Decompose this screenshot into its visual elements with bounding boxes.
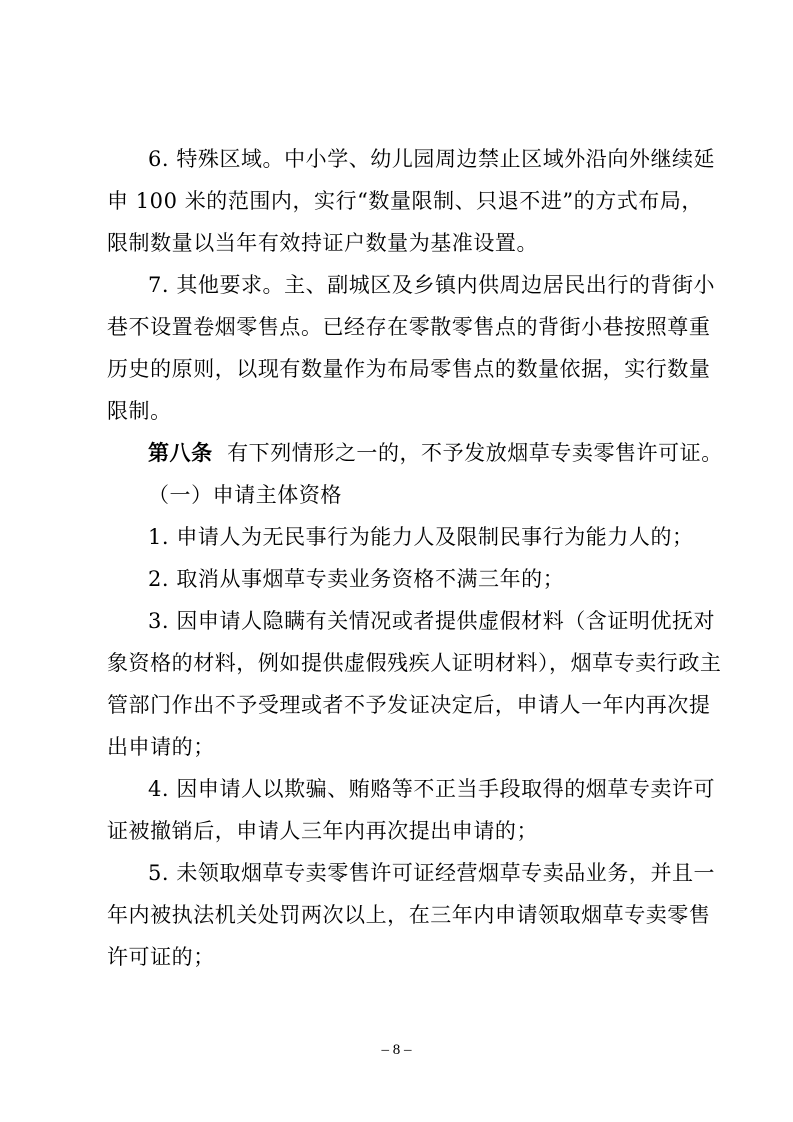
item-3-line-1: 3. 因申请人隐瞒有关情况或者提供虚假材料（含证明优抚对 — [148, 609, 716, 633]
item-5-line-3: 许可证的； — [107, 945, 215, 969]
article-8-line — [148, 434, 723, 472]
item-5-line-1: 5. 未领取烟草专卖零售许可证经营烟草专卖品业务，并且一 — [148, 861, 716, 885]
item-5-line-2: 年内被执法机关处罚两次以上，在三年内申请领取烟草专卖零售 — [107, 903, 711, 927]
page-number: – 8 – — [381, 1042, 412, 1058]
article-8-text: 有下列情形之一的，不予发放烟草专卖零售许可证。 — [227, 441, 723, 465]
paragraph-6-line-2: 申 100 米的范围内，实行“数量限制、只退不进”的方式布局， — [107, 189, 703, 213]
item-3-line-4: 出申请的； — [107, 735, 215, 759]
paragraph-7-line-4: 限制。 — [107, 399, 172, 423]
item-3-line-3: 管部门作出不予受理或者不予发证决定后，申请人一年内再次提 — [107, 693, 711, 717]
item-4-line-2: 证被撤销后，申请人三年内再次提出申请的； — [107, 819, 538, 843]
paragraph-6-line-3: 限制数量以当年有效持证户数量为基准设置。 — [107, 231, 538, 255]
item-2: 2. 取消从事烟草专卖业务资格不满三年的； — [148, 567, 565, 591]
article-8-heading: 第八条 — [148, 440, 213, 465]
item-1: 1. 申请人为无民事行为能力人及限制民事行为能力人的； — [148, 525, 694, 549]
paragraph-7-line-3: 历史的原则，以现有数量作为布局零售点的数量依据，实行数量 — [107, 357, 711, 381]
paragraph-7-line-1: 7. 其他要求。主、副城区及乡镇内供周边居民出行的背街小 — [148, 273, 716, 297]
item-4-line-1: 4. 因申请人以欺骗、贿赂等不正当手段取得的烟草专卖许可 — [148, 777, 716, 801]
section-1-title: （一）申请主体资格 — [148, 483, 342, 507]
item-3-line-2: 象资格的材料，例如提供虚假残疾人证明材料），烟草专卖行政主 — [107, 651, 722, 675]
paragraph-7-line-2: 巷不设置卷烟零售点。已经存在零散零售点的背街小巷按照尊重 — [107, 315, 711, 339]
paragraph-6-line-1: 6. 特殊区域。中小学、幼儿园周边禁止区域外沿向外继续延 — [148, 147, 716, 171]
